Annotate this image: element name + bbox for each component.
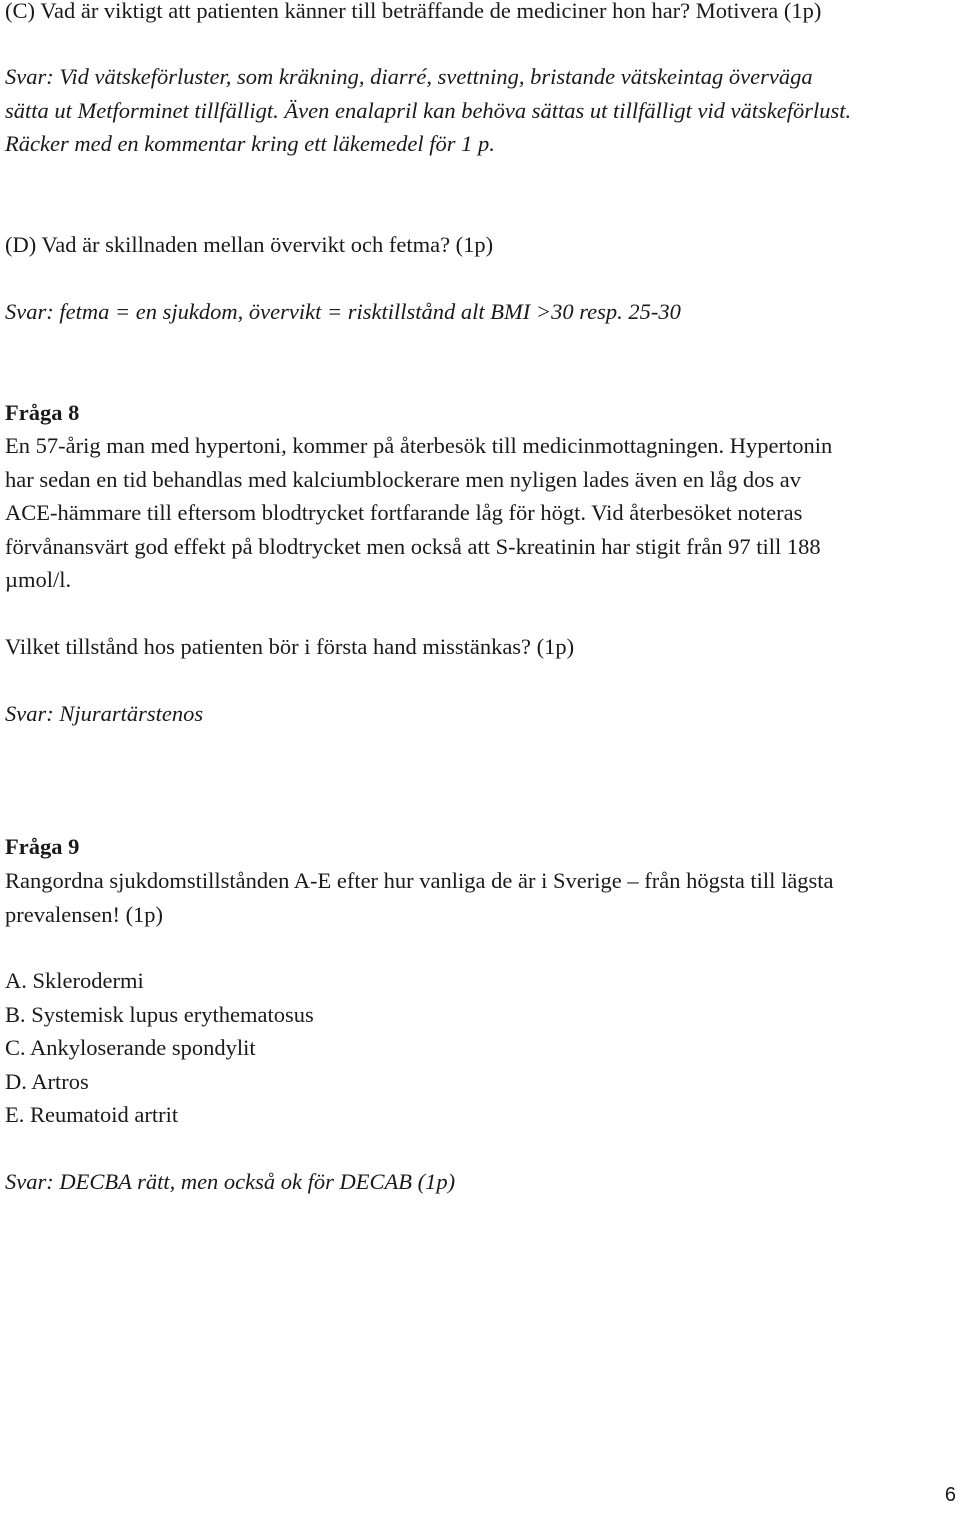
answer-c-line: Räcker med en kommentar kring ett läkemedel för 1 p. [5,131,495,156]
fraga-9-prompt-line: prevalensen! (1p) [5,901,164,927]
fraga-8-heading [5,396,955,430]
question-c-text: (C) Vad är viktigt att patienten känner till beträffande de mediciner hon har? Motivera (1p) [5,0,822,23]
fraga-8-case-line: ACE-hämmare till eftersom blodtrycket fortfarande låg för högt. Vid återbesöket noteras [5,500,803,525]
fraga-9-heading-text: Fråga 9 [5,834,80,859]
question-c [5,0,955,28]
fraga-8-case-line: µmol/l. [5,567,72,592]
page-number: 6 [944,1484,956,1506]
option-item: E. Reumatoid artrit [5,1102,179,1127]
question-d [5,228,955,262]
fraga-9-options [5,964,955,1132]
option-item: D. Artros [5,1068,89,1094]
fraga-9-prompt [5,864,955,931]
fraga-8-answer [5,697,955,731]
option-item: C. Ankyloserande spondylit [5,1035,256,1060]
fraga-9-answer [5,1165,955,1199]
answer-c-line: Svar: Vid vätskeförluster, som kräkning, diarré, svettning, bristande vätskeintag överväga [5,64,813,89]
fraga-8-question [5,630,955,664]
fraga-9-prompt-line: Rangordna sjukdomstillstånden A-E efter hur vanliga de är i Sverige – från högsta till lägsta [5,868,834,893]
fraga-8-case-line: En 57-årig man med hypertoni, kommer på återbesök till medicinmottagningen. Hypertonin [5,433,833,458]
fraga-9-answer-text: Svar: DECBA rätt, men också ok för DECAB (1p) [5,1169,456,1194]
answer-c [5,60,955,161]
option-item: B. Systemisk lupus erythematosus [5,1001,314,1027]
fraga-8-answer-text: Svar: Njurartärstenos [5,701,204,726]
fraga-8-question-text: Vilket tillstånd hos patienten bör i första hand misstänkas? (1p) [5,634,575,659]
answer-c-line: sätta ut Metforminet tillfälligt. Även enalapril kan behöva sättas ut tillfälligt vid vätskeförlust. [5,97,852,123]
answer-d-text: Svar: fetma = en sjukdom, övervikt = risktillstånd alt BMI >30 resp. 25-30 [5,299,681,324]
question-d-text: (D) Vad är skillnaden mellan övervikt och fetma? (1p) [5,232,494,257]
fraga-8-heading-text: Fråga 8 [5,400,80,425]
answer-d [5,295,955,329]
fraga-8-case-line: har sedan en tid behandlas med kalciumblockerare men nyligen lades även en låg dos av [5,466,801,492]
fraga-9-heading [5,830,955,864]
fraga-8-case-line: förvånansvärt god effekt på blodtrycket men också att S-kreatinin har stigit från 97 till 188 [5,533,821,559]
fraga-8-case [5,429,955,597]
option-item: A. Sklerodermi [5,968,144,993]
